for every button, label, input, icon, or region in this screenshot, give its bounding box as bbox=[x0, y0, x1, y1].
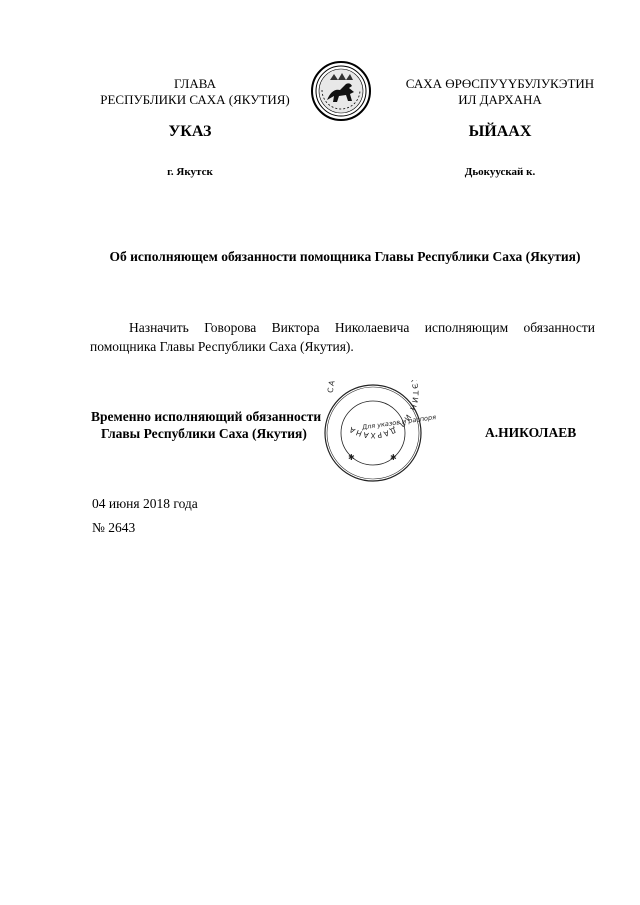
svg-text:✱: ✱ bbox=[348, 453, 355, 462]
doc-type-sah: ЫЙААХ bbox=[468, 123, 532, 140]
signer-name: А.НИКОЛАЕВ bbox=[485, 425, 577, 440]
svg-text:✱: ✱ bbox=[390, 453, 397, 462]
city-ru: г. Якутск bbox=[167, 166, 213, 178]
signer-title-line1: Временно исполняющий обязанности bbox=[91, 409, 322, 424]
signer-title-line2: Главы Республики Саха (Якутия) bbox=[101, 426, 307, 441]
seal-ring-text: СА ЭТИН ИЛ ДАРХАНА bbox=[325, 380, 421, 441]
doc-type-ru: УКАЗ bbox=[168, 123, 212, 140]
official-seal-stamp bbox=[310, 380, 436, 486]
seal-inner-text: Для указов и распоряжений bbox=[361, 409, 436, 432]
document-number: № 2643 bbox=[92, 520, 136, 535]
issuer-sah bbox=[385, 76, 615, 108]
signer-title bbox=[91, 408, 321, 442]
issuer-sah-line2: ИЛ ДАРХАНА bbox=[458, 92, 542, 107]
svg-text:САХА ӨРӨСПУҮҮБУЛУКЭТИН ИЛ ДАРХ bbox=[326, 380, 420, 440]
document-date: 04 июня 2018 года bbox=[92, 496, 198, 511]
document-subject: Об исполняющем обязанности помощника Главы Республики Саха (Якутия) bbox=[109, 249, 581, 264]
document-body: Назначить Говорова Виктора Николаевича исполняющим обязанности помощника Главы Республики Саха (Якутия). bbox=[90, 320, 595, 354]
issuer-sah-line1: САХА ӨРӨСПУҮҮБУЛУКЭТИН bbox=[405, 76, 595, 91]
issuer-ru-line2: РЕСПУБЛИКИ САХА (ЯКУТИЯ) bbox=[100, 92, 290, 107]
issuer-ru-line1: ГЛАВА bbox=[174, 76, 216, 91]
city-sah: Дьокуускай к. bbox=[464, 166, 536, 178]
issuer-ru bbox=[80, 76, 310, 108]
emblem-logo bbox=[310, 60, 372, 122]
